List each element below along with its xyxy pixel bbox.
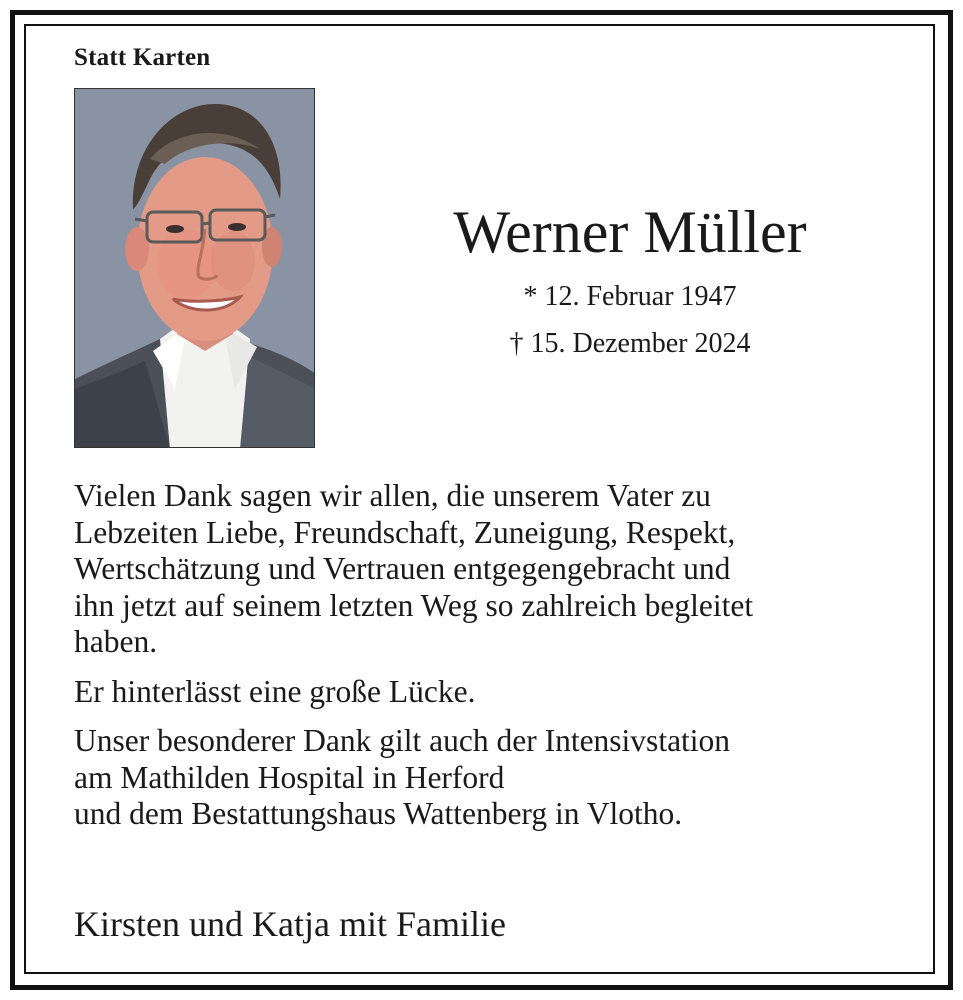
loss-paragraph bbox=[74, 674, 904, 711]
family-signature: Kirsten und Katja mit Familie bbox=[74, 904, 506, 944]
text-line: Unser besonderer Dank gilt auch der Intensivstation bbox=[74, 723, 731, 758]
statt-karten-label: Statt Karten bbox=[74, 44, 211, 71]
text-line: Lebzeiten Liebe, Freundschaft, Zuneigung, Respekt, bbox=[74, 514, 736, 550]
message-body bbox=[74, 478, 904, 846]
text-line: ihn jetzt auf seinem letzten Weg so zahlreich begleitet bbox=[74, 587, 754, 623]
birth-date: * 12. Februar 1947 bbox=[523, 281, 737, 312]
death-date: † 15. Dezember 2024 bbox=[509, 328, 751, 359]
thanks-paragraph bbox=[74, 478, 904, 661]
text-line: am Mathilden Hospital in Herford bbox=[74, 759, 505, 795]
portrait-photo bbox=[74, 88, 315, 448]
text-line: und dem Bestattungshaus Wattenberg in Vlotho. bbox=[74, 796, 683, 831]
text-line: Er hinterlässt eine große Lücke. bbox=[74, 673, 476, 709]
deceased-name: Werner Müller bbox=[453, 199, 807, 265]
special-thanks-paragraph bbox=[74, 723, 904, 833]
text-line: Wertschätzung und Vertrauen entgegengebracht und bbox=[74, 551, 731, 586]
text-line: Vielen Dank sagen wir allen, die unserem Vater zu bbox=[74, 478, 711, 513]
text-line: haben. bbox=[74, 624, 158, 659]
